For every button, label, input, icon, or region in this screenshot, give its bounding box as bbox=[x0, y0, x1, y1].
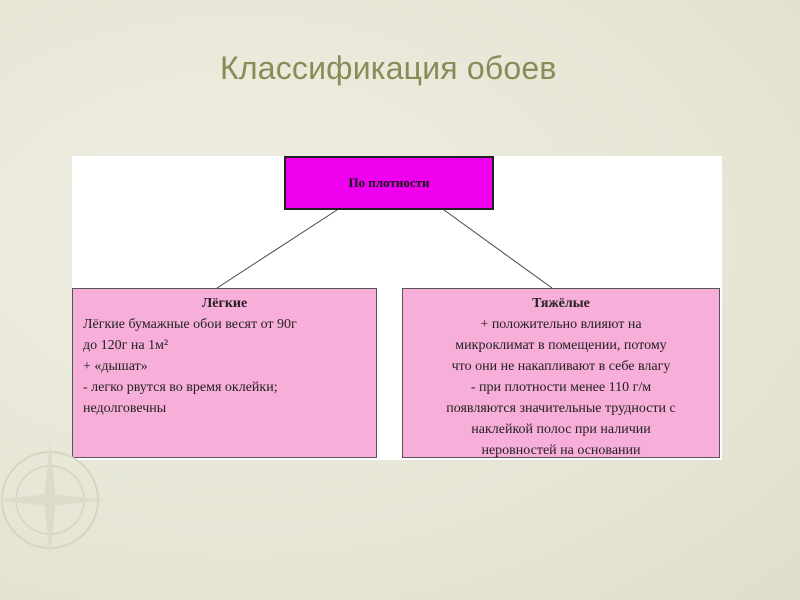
heavy-line: - при плотности менее 110 г/м bbox=[470, 380, 652, 395]
heavy-line: наклейкой полос при наличии bbox=[471, 422, 651, 437]
heavy-line: появляются значительные трудности с bbox=[446, 401, 676, 416]
light-heading: Лёгкие bbox=[201, 296, 248, 311]
diagram-panel bbox=[72, 156, 722, 460]
light-line: недолговечны bbox=[83, 401, 167, 416]
heavy-line: неровностей на основании bbox=[481, 443, 641, 458]
heavy-line: + положительно влияют на bbox=[480, 317, 642, 332]
light-line: - легко рвутся во время оклейки; bbox=[83, 380, 278, 395]
heavy-line: микроклимат в помещении, потому bbox=[455, 338, 667, 353]
heavy-wallpaper-node bbox=[402, 288, 720, 458]
connector-to-light bbox=[217, 210, 337, 288]
heavy-heading: Тяжёлые bbox=[532, 296, 590, 311]
slide-title: Классификация обоев bbox=[220, 50, 557, 86]
light-line: + «дышат» bbox=[83, 359, 148, 374]
connector-to-heavy bbox=[444, 210, 552, 288]
compass-watermark-icon bbox=[0, 420, 140, 560]
root-node: По плотности bbox=[284, 156, 494, 210]
light-line: Лёгкие бумажные обои весят от 90г bbox=[83, 317, 297, 332]
heavy-line: что они не накапливают в себе влагу bbox=[451, 359, 671, 374]
light-line: до 120г на 1м² bbox=[83, 338, 169, 353]
